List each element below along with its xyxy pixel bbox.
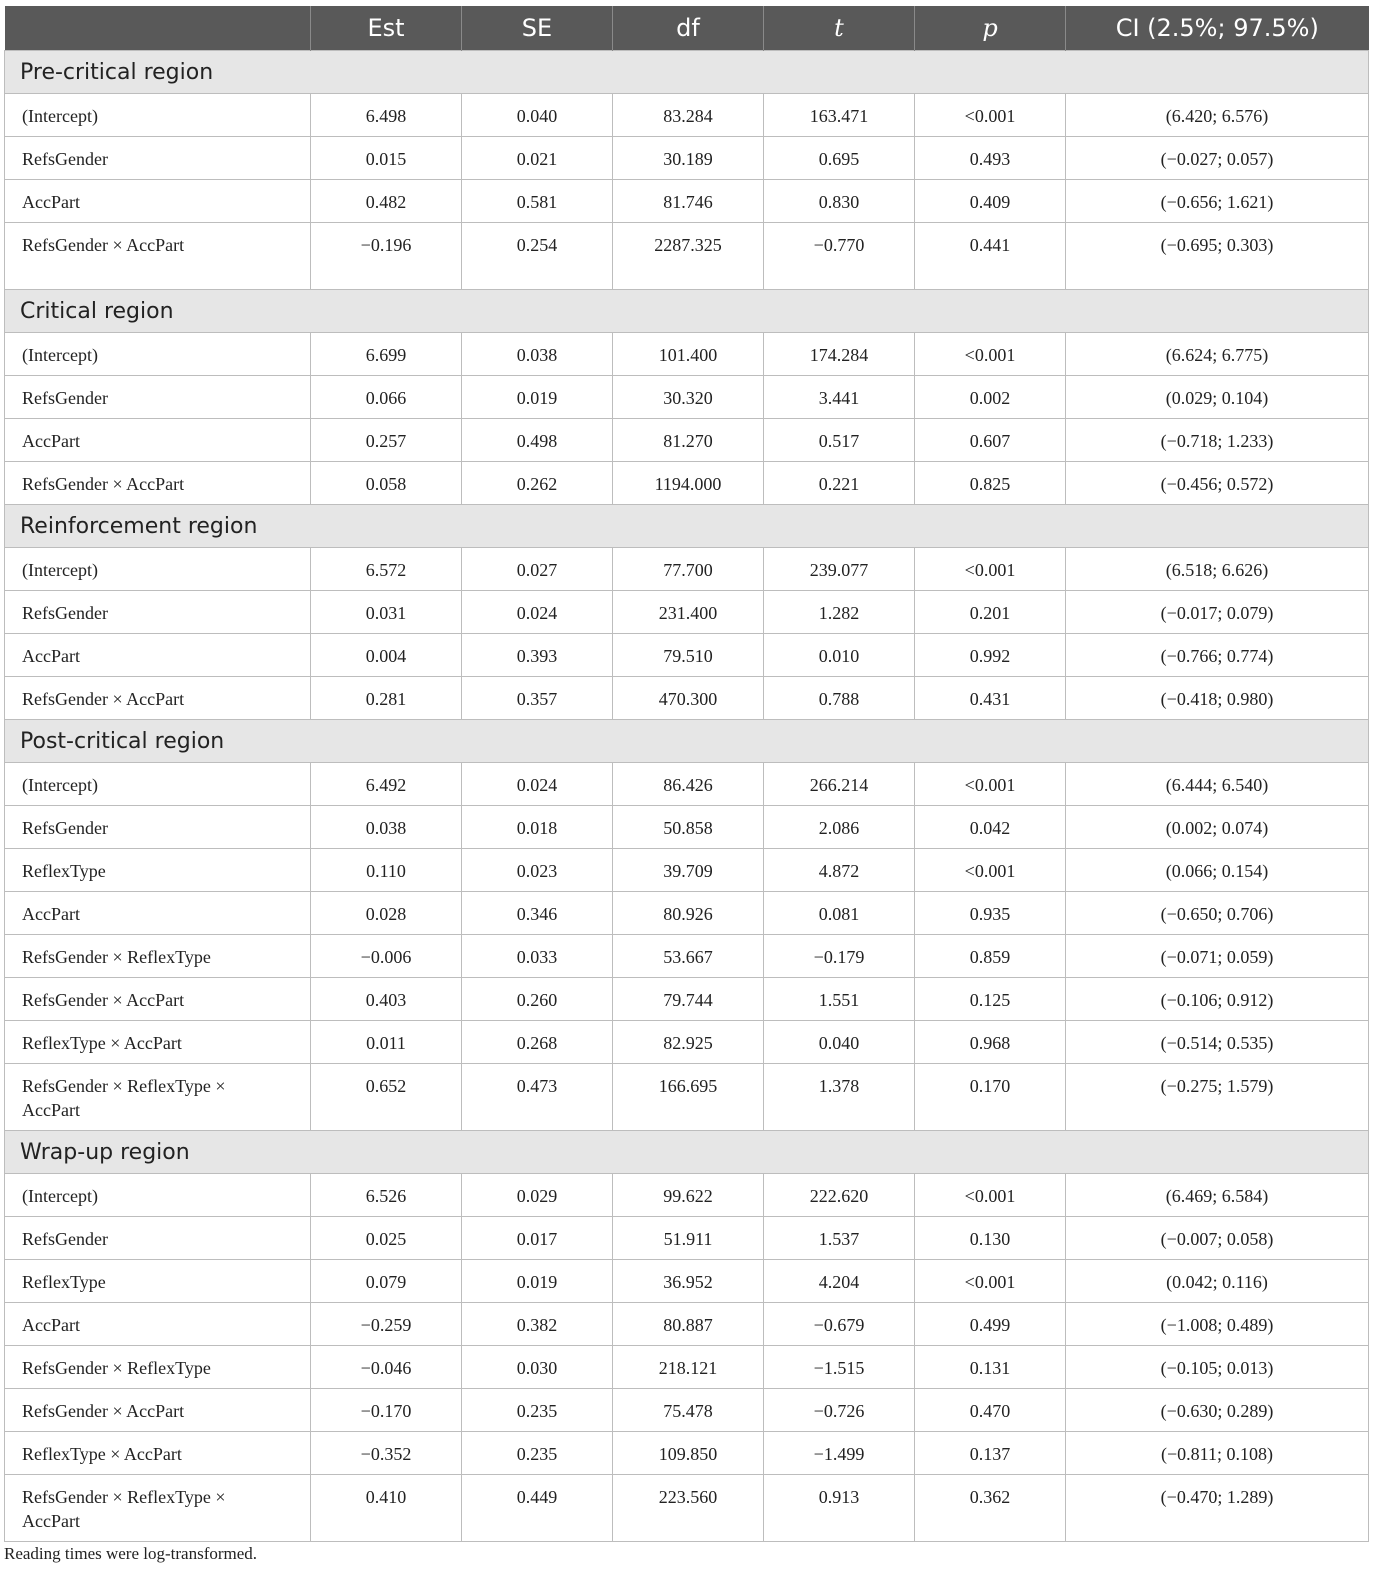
cell-df: 53.667 (613, 935, 764, 978)
table-row (5, 1432, 1369, 1475)
cell-term: RefsGender (5, 591, 311, 634)
cell-p: 0.170 (915, 1064, 1066, 1131)
cell-term: (Intercept) (5, 1174, 311, 1217)
cell-se: 0.021 (462, 137, 613, 180)
cell-p: 0.201 (915, 591, 1066, 634)
cell-ci: (−0.456; 0.572) (1066, 462, 1369, 505)
table-row (5, 763, 1369, 806)
cell-ci: (−0.630; 0.289) (1066, 1389, 1369, 1432)
section-title: Wrap-up region (5, 1131, 1369, 1174)
cell-df: 223.560 (613, 1475, 764, 1542)
cell-ci: (0.042; 0.116) (1066, 1260, 1369, 1303)
cell-df: 231.400 (613, 591, 764, 634)
cell-df: 79.510 (613, 634, 764, 677)
cell-p: 0.042 (915, 806, 1066, 849)
cell-se: 0.024 (462, 763, 613, 806)
cell-t: −0.679 (764, 1303, 915, 1346)
cell-ci: (−0.811; 0.108) (1066, 1432, 1369, 1475)
table-row (5, 634, 1369, 677)
cell-ci: (−0.027; 0.057) (1066, 137, 1369, 180)
cell-se: 0.382 (462, 1303, 613, 1346)
cell-p: 0.362 (915, 1475, 1066, 1542)
cell-t: 0.040 (764, 1021, 915, 1064)
table-row (5, 591, 1369, 634)
cell-term: ReflexType × AccPart (5, 1021, 311, 1064)
table-row (5, 1174, 1369, 1217)
cell-p: <0.001 (915, 763, 1066, 806)
cell-p: 0.607 (915, 419, 1066, 462)
table-row (5, 1021, 1369, 1064)
header-cell-t: t (764, 6, 915, 51)
cell-ci: (−0.105; 0.013) (1066, 1346, 1369, 1389)
cell-df: 81.746 (613, 180, 764, 223)
cell-se: 0.346 (462, 892, 613, 935)
cell-se: 0.581 (462, 180, 613, 223)
cell-term: ReflexType (5, 1260, 311, 1303)
table-row (5, 1346, 1369, 1389)
cell-p: 0.493 (915, 137, 1066, 180)
cell-est: −0.170 (311, 1389, 462, 1432)
header-cell-ci: CI (2.5%; 97.5%) (1066, 6, 1369, 51)
cell-ci: (−0.470; 1.289) (1066, 1475, 1369, 1542)
cell-term: (Intercept) (5, 94, 311, 137)
cell-est: 0.004 (311, 634, 462, 677)
header-cell-df: df (613, 6, 764, 51)
cell-est: 0.058 (311, 462, 462, 505)
table-row (5, 462, 1369, 505)
cell-ci: (−0.766; 0.774) (1066, 634, 1369, 677)
cell-df: 470.300 (613, 677, 764, 720)
cell-est: 6.492 (311, 763, 462, 806)
cell-ci: (−0.275; 1.579) (1066, 1064, 1369, 1131)
cell-ci: (6.518; 6.626) (1066, 548, 1369, 591)
cell-ci: (−1.008; 0.489) (1066, 1303, 1369, 1346)
section-title: Post-critical region (5, 720, 1369, 763)
cell-ci: (−0.017; 0.079) (1066, 591, 1369, 634)
cell-est: 0.031 (311, 591, 462, 634)
cell-p: 0.002 (915, 376, 1066, 419)
cell-se: 0.027 (462, 548, 613, 591)
cell-ci: (−0.656; 1.621) (1066, 180, 1369, 223)
cell-p: 0.968 (915, 1021, 1066, 1064)
cell-t: 1.378 (764, 1064, 915, 1131)
cell-term: AccPart (5, 892, 311, 935)
cell-p: 0.825 (915, 462, 1066, 505)
cell-df: 2287.325 (613, 223, 764, 290)
cell-term: RefsGender × ReflexType (5, 935, 311, 978)
cell-p: 0.137 (915, 1432, 1066, 1475)
cell-t: 1.537 (764, 1217, 915, 1260)
cell-se: 0.235 (462, 1389, 613, 1432)
cell-term: RefsGender (5, 376, 311, 419)
cell-ci: (−0.695; 0.303) (1066, 223, 1369, 290)
cell-term: ReflexType (5, 849, 311, 892)
cell-t: 0.788 (764, 677, 915, 720)
cell-df: 99.622 (613, 1174, 764, 1217)
header-cell-se: SE (462, 6, 613, 51)
section-row (5, 720, 1369, 763)
cell-se: 0.260 (462, 978, 613, 1021)
cell-se: 0.393 (462, 634, 613, 677)
table-row (5, 806, 1369, 849)
cell-p: 0.935 (915, 892, 1066, 935)
table-row (5, 1064, 1369, 1131)
table-row (5, 1303, 1369, 1346)
cell-df: 86.426 (613, 763, 764, 806)
cell-p: 0.131 (915, 1346, 1066, 1389)
table-row (5, 978, 1369, 1021)
cell-est: 6.699 (311, 333, 462, 376)
cell-se: 0.019 (462, 1260, 613, 1303)
table-row (5, 677, 1369, 720)
cell-t: 266.214 (764, 763, 915, 806)
cell-ci: (6.420; 6.576) (1066, 94, 1369, 137)
section-row (5, 290, 1369, 333)
cell-se: 0.357 (462, 677, 613, 720)
cell-t: −0.770 (764, 223, 915, 290)
cell-p: 0.441 (915, 223, 1066, 290)
cell-se: 0.030 (462, 1346, 613, 1389)
cell-p: 0.992 (915, 634, 1066, 677)
cell-se: 0.235 (462, 1432, 613, 1475)
cell-term: (Intercept) (5, 548, 311, 591)
cell-est: 6.572 (311, 548, 462, 591)
cell-p: 0.409 (915, 180, 1066, 223)
cell-se: 0.498 (462, 419, 613, 462)
cell-df: 79.744 (613, 978, 764, 1021)
header-cell-label (5, 6, 311, 51)
cell-df: 80.887 (613, 1303, 764, 1346)
cell-t: 0.830 (764, 180, 915, 223)
table-row (5, 137, 1369, 180)
cell-term: RefsGender (5, 806, 311, 849)
cell-p: <0.001 (915, 849, 1066, 892)
cell-ci: (6.469; 6.584) (1066, 1174, 1369, 1217)
cell-t: 0.010 (764, 634, 915, 677)
cell-term: AccPart (5, 634, 311, 677)
results-table (4, 6, 1369, 1542)
cell-df: 80.926 (613, 892, 764, 935)
cell-est: 0.652 (311, 1064, 462, 1131)
cell-term: (Intercept) (5, 763, 311, 806)
header-row (5, 6, 1369, 51)
cell-se: 0.023 (462, 849, 613, 892)
cell-df: 83.284 (613, 94, 764, 137)
cell-est: 0.079 (311, 1260, 462, 1303)
cell-ci: (−0.418; 0.980) (1066, 677, 1369, 720)
cell-ci: (−0.007; 0.058) (1066, 1217, 1369, 1260)
table-row (5, 1389, 1369, 1432)
cell-se: 0.019 (462, 376, 613, 419)
cell-p: 0.125 (915, 978, 1066, 1021)
cell-est: −0.259 (311, 1303, 462, 1346)
cell-se: 0.017 (462, 1217, 613, 1260)
cell-df: 218.121 (613, 1346, 764, 1389)
section-title: Reinforcement region (5, 505, 1369, 548)
table-row (5, 849, 1369, 892)
cell-ci: (6.444; 6.540) (1066, 763, 1369, 806)
cell-t: 0.081 (764, 892, 915, 935)
cell-ci: (0.066; 0.154) (1066, 849, 1369, 892)
table-row (5, 376, 1369, 419)
cell-se: 0.268 (462, 1021, 613, 1064)
cell-se: 0.024 (462, 591, 613, 634)
cell-term: (Intercept) (5, 333, 311, 376)
cell-term: RefsGender (5, 137, 311, 180)
cell-p: 0.859 (915, 935, 1066, 978)
cell-est: 0.028 (311, 892, 462, 935)
cell-t: 0.695 (764, 137, 915, 180)
cell-t: 1.282 (764, 591, 915, 634)
cell-p: 0.499 (915, 1303, 1066, 1346)
table-row (5, 1475, 1369, 1542)
table-row (5, 1217, 1369, 1260)
cell-se: 0.029 (462, 1174, 613, 1217)
cell-df: 51.911 (613, 1217, 764, 1260)
cell-ci: (−0.106; 0.912) (1066, 978, 1369, 1021)
cell-term: RefsGender × AccPart (5, 1389, 311, 1432)
cell-est: 0.281 (311, 677, 462, 720)
cell-df: 39.709 (613, 849, 764, 892)
cell-se: 0.033 (462, 935, 613, 978)
cell-se: 0.038 (462, 333, 613, 376)
cell-df: 166.695 (613, 1064, 764, 1131)
cell-term: RefsGender × ReflexType (5, 1346, 311, 1389)
cell-p: 0.431 (915, 677, 1066, 720)
cell-term: AccPart (5, 419, 311, 462)
cell-t: 4.872 (764, 849, 915, 892)
cell-t: 163.471 (764, 94, 915, 137)
cell-ci: (−0.514; 0.535) (1066, 1021, 1369, 1064)
cell-t: 3.441 (764, 376, 915, 419)
cell-p: 0.470 (915, 1389, 1066, 1432)
cell-df: 82.925 (613, 1021, 764, 1064)
cell-p: <0.001 (915, 1260, 1066, 1303)
cell-df: 30.189 (613, 137, 764, 180)
cell-t: 0.913 (764, 1475, 915, 1542)
cell-se: 0.040 (462, 94, 613, 137)
cell-est: 0.482 (311, 180, 462, 223)
cell-est: 0.066 (311, 376, 462, 419)
cell-ci: (0.029; 0.104) (1066, 376, 1369, 419)
cell-term: RefsGender × AccPart (5, 462, 311, 505)
cell-t: 0.221 (764, 462, 915, 505)
cell-df: 81.270 (613, 419, 764, 462)
cell-term: RefsGender × ReflexType × AccPart (5, 1064, 311, 1131)
section-row (5, 505, 1369, 548)
cell-term: RefsGender × AccPart (5, 978, 311, 1021)
cell-df: 101.400 (613, 333, 764, 376)
cell-est: 0.038 (311, 806, 462, 849)
cell-p: 0.130 (915, 1217, 1066, 1260)
cell-se: 0.449 (462, 1475, 613, 1542)
cell-p: <0.001 (915, 94, 1066, 137)
cell-df: 30.320 (613, 376, 764, 419)
table-row (5, 180, 1369, 223)
cell-ci: (6.624; 6.775) (1066, 333, 1369, 376)
cell-t: −1.499 (764, 1432, 915, 1475)
cell-est: −0.196 (311, 223, 462, 290)
cell-p: <0.001 (915, 1174, 1066, 1217)
cell-term: RefsGender × ReflexType × AccPart (5, 1475, 311, 1542)
cell-ci: (−0.718; 1.233) (1066, 419, 1369, 462)
cell-t: 222.620 (764, 1174, 915, 1217)
cell-t: 0.517 (764, 419, 915, 462)
cell-ci: (−0.071; 0.059) (1066, 935, 1369, 978)
cell-se: 0.018 (462, 806, 613, 849)
table-row (5, 1260, 1369, 1303)
cell-df: 1194.000 (613, 462, 764, 505)
cell-df: 36.952 (613, 1260, 764, 1303)
cell-term: AccPart (5, 180, 311, 223)
cell-est: 0.011 (311, 1021, 462, 1064)
cell-ci: (0.002; 0.074) (1066, 806, 1369, 849)
table-body (5, 51, 1369, 1542)
cell-est: 0.025 (311, 1217, 462, 1260)
cell-est: 0.403 (311, 978, 462, 1021)
cell-term: RefsGender × AccPart (5, 677, 311, 720)
cell-df: 50.858 (613, 806, 764, 849)
cell-term: RefsGender × AccPart (5, 223, 311, 290)
section-title: Critical region (5, 290, 1369, 333)
cell-t: 4.204 (764, 1260, 915, 1303)
cell-df: 77.700 (613, 548, 764, 591)
cell-est: −0.046 (311, 1346, 462, 1389)
cell-t: −0.726 (764, 1389, 915, 1432)
table-row (5, 333, 1369, 376)
cell-t: 2.086 (764, 806, 915, 849)
section-row (5, 51, 1369, 94)
cell-term: ReflexType × AccPart (5, 1432, 311, 1475)
table-row (5, 94, 1369, 137)
table-row (5, 548, 1369, 591)
table-row (5, 419, 1369, 462)
cell-se: 0.254 (462, 223, 613, 290)
table-row (5, 935, 1369, 978)
cell-ci: (−0.650; 0.706) (1066, 892, 1369, 935)
table-row (5, 223, 1369, 290)
cell-t: −0.179 (764, 935, 915, 978)
cell-est: 0.257 (311, 419, 462, 462)
cell-est: 6.526 (311, 1174, 462, 1217)
cell-est: 0.410 (311, 1475, 462, 1542)
section-title: Pre-critical region (5, 51, 1369, 94)
cell-t: −1.515 (764, 1346, 915, 1389)
table-footnote: Reading times were log-transformed. (4, 1544, 258, 1563)
cell-est: 6.498 (311, 94, 462, 137)
cell-se: 0.473 (462, 1064, 613, 1131)
header-cell-est: Est (311, 6, 462, 51)
header-cell-p: p (915, 6, 1066, 51)
cell-est: 0.110 (311, 849, 462, 892)
cell-est: 0.015 (311, 137, 462, 180)
cell-est: −0.352 (311, 1432, 462, 1475)
cell-term: RefsGender (5, 1217, 311, 1260)
cell-df: 109.850 (613, 1432, 764, 1475)
cell-t: 174.284 (764, 333, 915, 376)
cell-se: 0.262 (462, 462, 613, 505)
cell-est: −0.006 (311, 935, 462, 978)
cell-term: AccPart (5, 1303, 311, 1346)
cell-df: 75.478 (613, 1389, 764, 1432)
section-row (5, 1131, 1369, 1174)
cell-p: <0.001 (915, 333, 1066, 376)
cell-t: 1.551 (764, 978, 915, 1021)
cell-p: <0.001 (915, 548, 1066, 591)
cell-t: 239.077 (764, 548, 915, 591)
table-row (5, 892, 1369, 935)
